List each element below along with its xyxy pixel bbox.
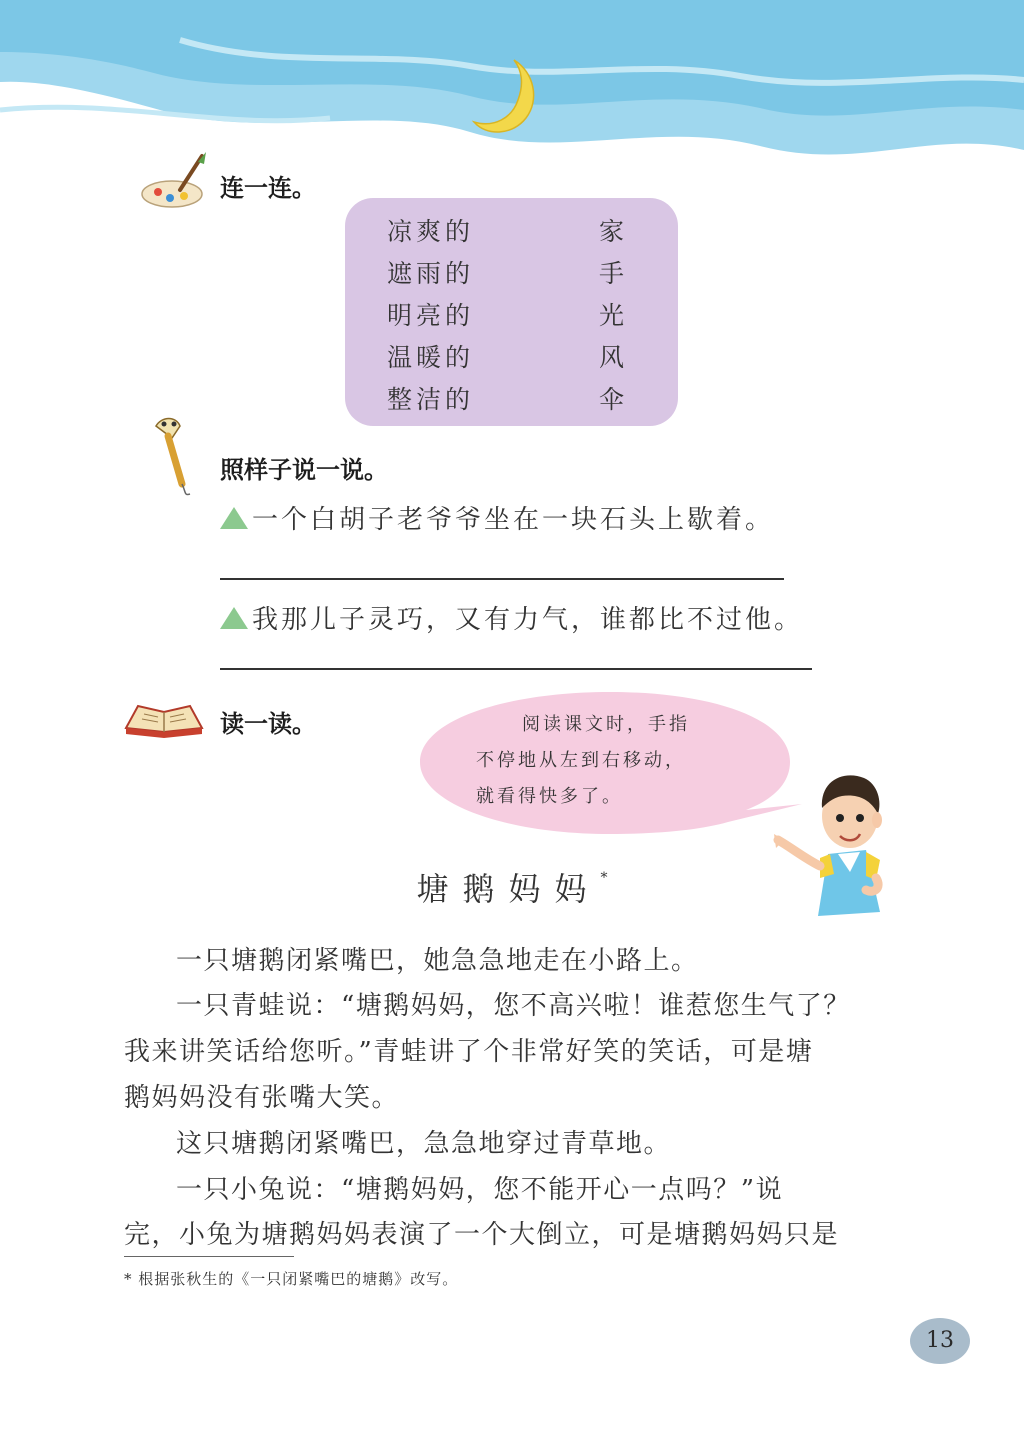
match-right-item: 伞 [599, 385, 629, 414]
match-left-item: 温暖的 [387, 343, 475, 372]
story-title-text: 塘鹅妈妈 [416, 870, 601, 908]
match-right-item: 风 [599, 343, 629, 372]
page-number: 13 [926, 1328, 954, 1353]
palette-icon [140, 150, 212, 212]
story-line: 一只青蛙说：“塘鹅妈妈，您不高兴啦！谁惹您生气了？ [176, 991, 851, 1021]
match-left-item: 遮雨的 [387, 259, 475, 288]
answer-line-1[interactable] [220, 578, 784, 580]
match-left-item: 凉爽的 [387, 217, 475, 246]
bubble-text [410, 688, 810, 838]
match-right-item: 家 [599, 217, 629, 246]
match-right-item: 光 [599, 301, 629, 330]
section-heading-example: 照样子说一说。 [220, 456, 388, 484]
brush-icon [146, 412, 196, 498]
book-icon [122, 698, 206, 738]
story-line: 鹅妈妈没有张嘴大笑。 [124, 1083, 400, 1113]
story-line: 一只小兔说：“塘鹅妈妈，您不能开心一点吗？”说 [176, 1175, 784, 1205]
match-left-item: 整洁的 [387, 385, 475, 414]
bubble-line: 就看得快多了。 [476, 786, 623, 807]
match-right-item: 手 [599, 259, 629, 288]
example-sentence-2 [220, 599, 803, 636]
story-line: 这只塘鹅闭紧嘴巴，急急地穿过青草地。 [176, 1129, 672, 1159]
moon-icon [468, 56, 550, 138]
story-line: 我来讲笑话给您听。”青蛙讲了个非常好笑的笑话，可是塘 [124, 1037, 814, 1067]
match-left-item: 明亮的 [387, 301, 475, 330]
footnote-marker: * [600, 870, 608, 887]
example-sentence-text: 一个白胡子老爷爷坐在一块石头上歇着。 [252, 505, 775, 535]
triangle-bullet-icon [220, 507, 248, 529]
footnote: * 根据张秋生的《一只闭紧嘴巴的塘鹅》改写。 [124, 1270, 459, 1288]
example-sentence-1 [220, 499, 774, 536]
example-sentence-text: 我那儿子灵巧，又有力气，谁都比不过他。 [252, 605, 804, 635]
story-line: 完，小兔为塘鹅妈妈表演了一个大倒立，可是塘鹅妈妈只是 [124, 1220, 840, 1250]
story-line: 一只塘鹅闭紧嘴巴，她急急地走在小路上。 [176, 946, 699, 976]
triangle-bullet-icon [220, 607, 248, 629]
section-heading-read: 读一读。 [220, 710, 316, 738]
bubble-line: 阅读课文时，手指 [522, 714, 690, 735]
section-heading-connect: 连一连。 [220, 174, 316, 202]
bubble-line: 不停地从左到右移动， [476, 750, 686, 771]
story-title [0, 864, 1024, 910]
footnote-rule [124, 1256, 294, 1257]
answer-line-2[interactable] [220, 668, 812, 670]
matching-box [345, 198, 678, 426]
